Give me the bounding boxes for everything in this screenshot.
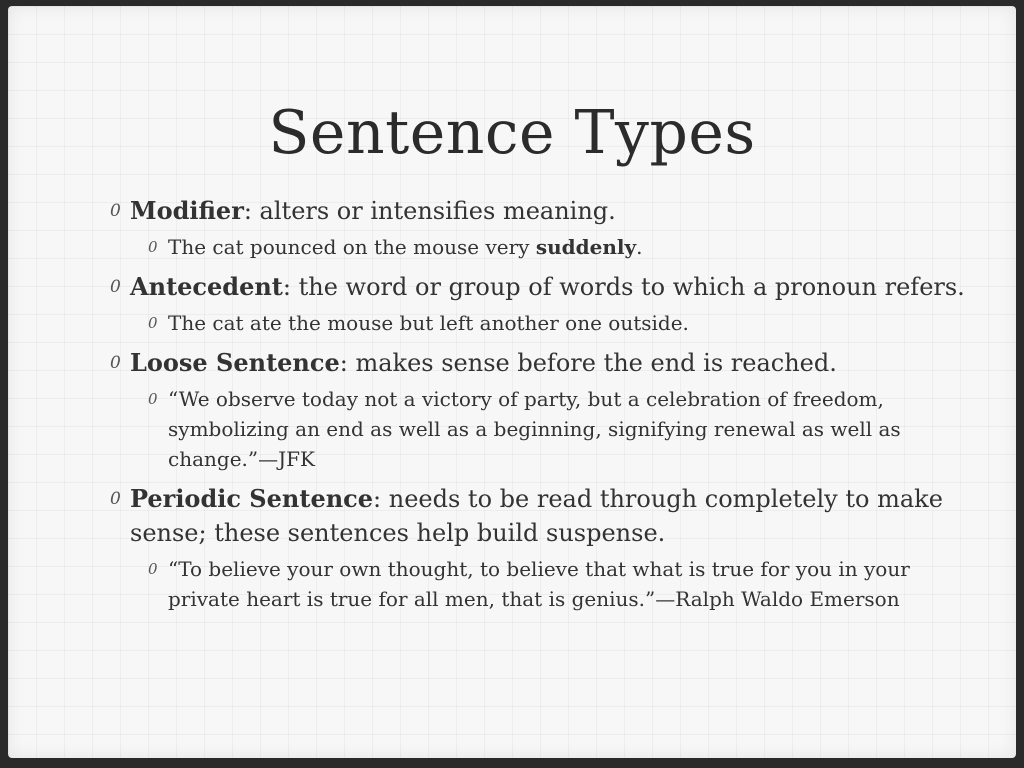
slide-title: Sentence Types bbox=[268, 98, 756, 168]
example-modifier bbox=[106, 232, 966, 262]
definition-periodic-sentence: : needs to be read through completely to make sense; these sentences help build suspense. bbox=[130, 485, 943, 547]
bullet-marker: 0 bbox=[110, 353, 121, 373]
bullet-marker: 0 bbox=[148, 314, 158, 332]
example-emphasis: suddenly bbox=[535, 235, 637, 259]
bullet-list bbox=[106, 194, 966, 620]
example-text: The cat pounced on the mouse very bbox=[168, 235, 536, 259]
example-text-end: . bbox=[636, 235, 643, 259]
example-text: “We observe today not a victory of party, but a celebration of freedom, symbolizing an end as well as a beginning, signifying renewal as well as change.”—JFK bbox=[168, 387, 901, 471]
term-periodic-sentence: Periodic Sentence bbox=[130, 484, 374, 513]
bullet-marker: 0 bbox=[148, 390, 158, 408]
definition-loose-sentence: : makes sense before the end is reached. bbox=[339, 349, 837, 377]
term-modifier: Modifier bbox=[130, 196, 244, 225]
example-text: The cat ate the mouse but left another one outside. bbox=[168, 311, 689, 335]
definition-modifier: : alters or intensifies meaning. bbox=[243, 197, 616, 225]
example-periodic-sentence bbox=[106, 554, 966, 614]
example-text: “To believe your own thought, to believe that what is true for you in your private heart is true for all men, that is genius.”—Ralph Waldo Emerson bbox=[168, 557, 910, 611]
bullet-antecedent bbox=[106, 270, 966, 304]
term-loose-sentence: Loose Sentence bbox=[130, 348, 340, 377]
bullet-loose-sentence bbox=[106, 346, 966, 380]
example-loose-sentence bbox=[106, 384, 966, 474]
bullet-periodic-sentence bbox=[106, 482, 966, 550]
bullet-modifier bbox=[106, 194, 966, 228]
bullet-marker: 0 bbox=[148, 238, 158, 256]
term-antecedent: Antecedent bbox=[130, 272, 283, 301]
example-antecedent bbox=[106, 308, 966, 338]
bullet-marker: 0 bbox=[110, 277, 121, 297]
bullet-marker: 0 bbox=[110, 201, 121, 221]
slide bbox=[8, 6, 1016, 758]
bullet-marker: 0 bbox=[148, 560, 158, 578]
bullet-marker: 0 bbox=[110, 489, 121, 509]
definition-antecedent: : the word or group of words to which a pronoun refers. bbox=[282, 273, 965, 301]
